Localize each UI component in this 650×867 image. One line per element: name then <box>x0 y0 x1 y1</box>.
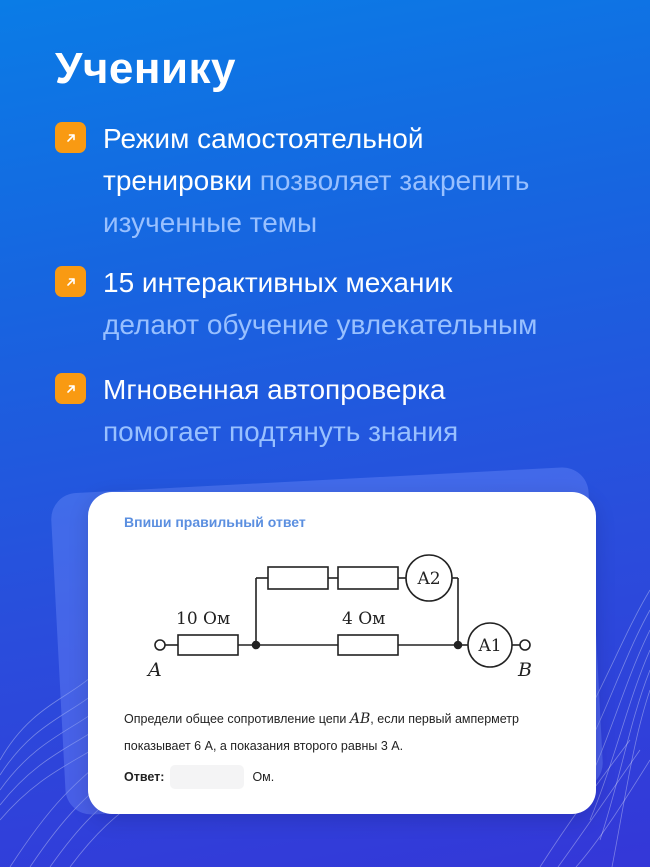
terminal-b-label: B <box>518 659 532 681</box>
feature-highlight: 15 интерактивных механик <box>103 267 453 298</box>
resistor-4-ohm <box>338 635 398 655</box>
task-card-title: Впиши правильный ответ <box>124 514 306 530</box>
answer-row <box>124 765 274 789</box>
resistor-4-ohm-label: 4 Ом <box>342 609 386 629</box>
feature-highlight: Режим самостоятельной тренировки <box>103 123 424 196</box>
question-part-2: , если первый амперметр показывает 6 А, а показания второго равны 3 А. <box>124 712 519 753</box>
question-part-1: Определи общее сопротивление цепи <box>124 712 350 726</box>
resistor-10-ohm <box>178 635 238 655</box>
question-text <box>124 706 574 760</box>
terminal-a-label: A <box>148 659 162 681</box>
answer-unit: Ом. <box>252 770 275 784</box>
feature-description: делают обучение увлекательным <box>103 309 538 340</box>
answer-input[interactable] <box>170 765 244 789</box>
page-title: Ученику <box>55 44 237 93</box>
feature-item-auto-check <box>55 369 623 453</box>
feature-description: позволяет закрепить изученные темы <box>103 165 530 238</box>
feature-item-interactive-mechanics <box>55 262 623 346</box>
arrow-up-right-icon <box>55 373 86 404</box>
ammeter-a2-label: A2 <box>417 569 441 589</box>
question-math-ab: AB <box>349 711 371 727</box>
terminal-b-icon <box>520 640 530 650</box>
feature-highlight: Мгновенная автопроверка <box>103 374 446 405</box>
resistor-upper-1 <box>268 567 328 589</box>
task-card <box>88 492 596 814</box>
feature-description: помогает подтянуть знания <box>103 416 459 447</box>
resistor-upper-2 <box>338 567 398 589</box>
arrow-up-right-icon <box>55 122 86 153</box>
arrow-up-right-icon <box>55 266 86 297</box>
ammeter-a1-label: A1 <box>478 636 502 656</box>
resistor-10-ohm-label: 10 Ом <box>176 609 231 629</box>
terminal-a-icon <box>155 640 165 650</box>
feature-item-self-training <box>55 118 533 244</box>
circuit-diagram <box>140 552 560 692</box>
answer-label: Ответ: <box>124 770 165 784</box>
